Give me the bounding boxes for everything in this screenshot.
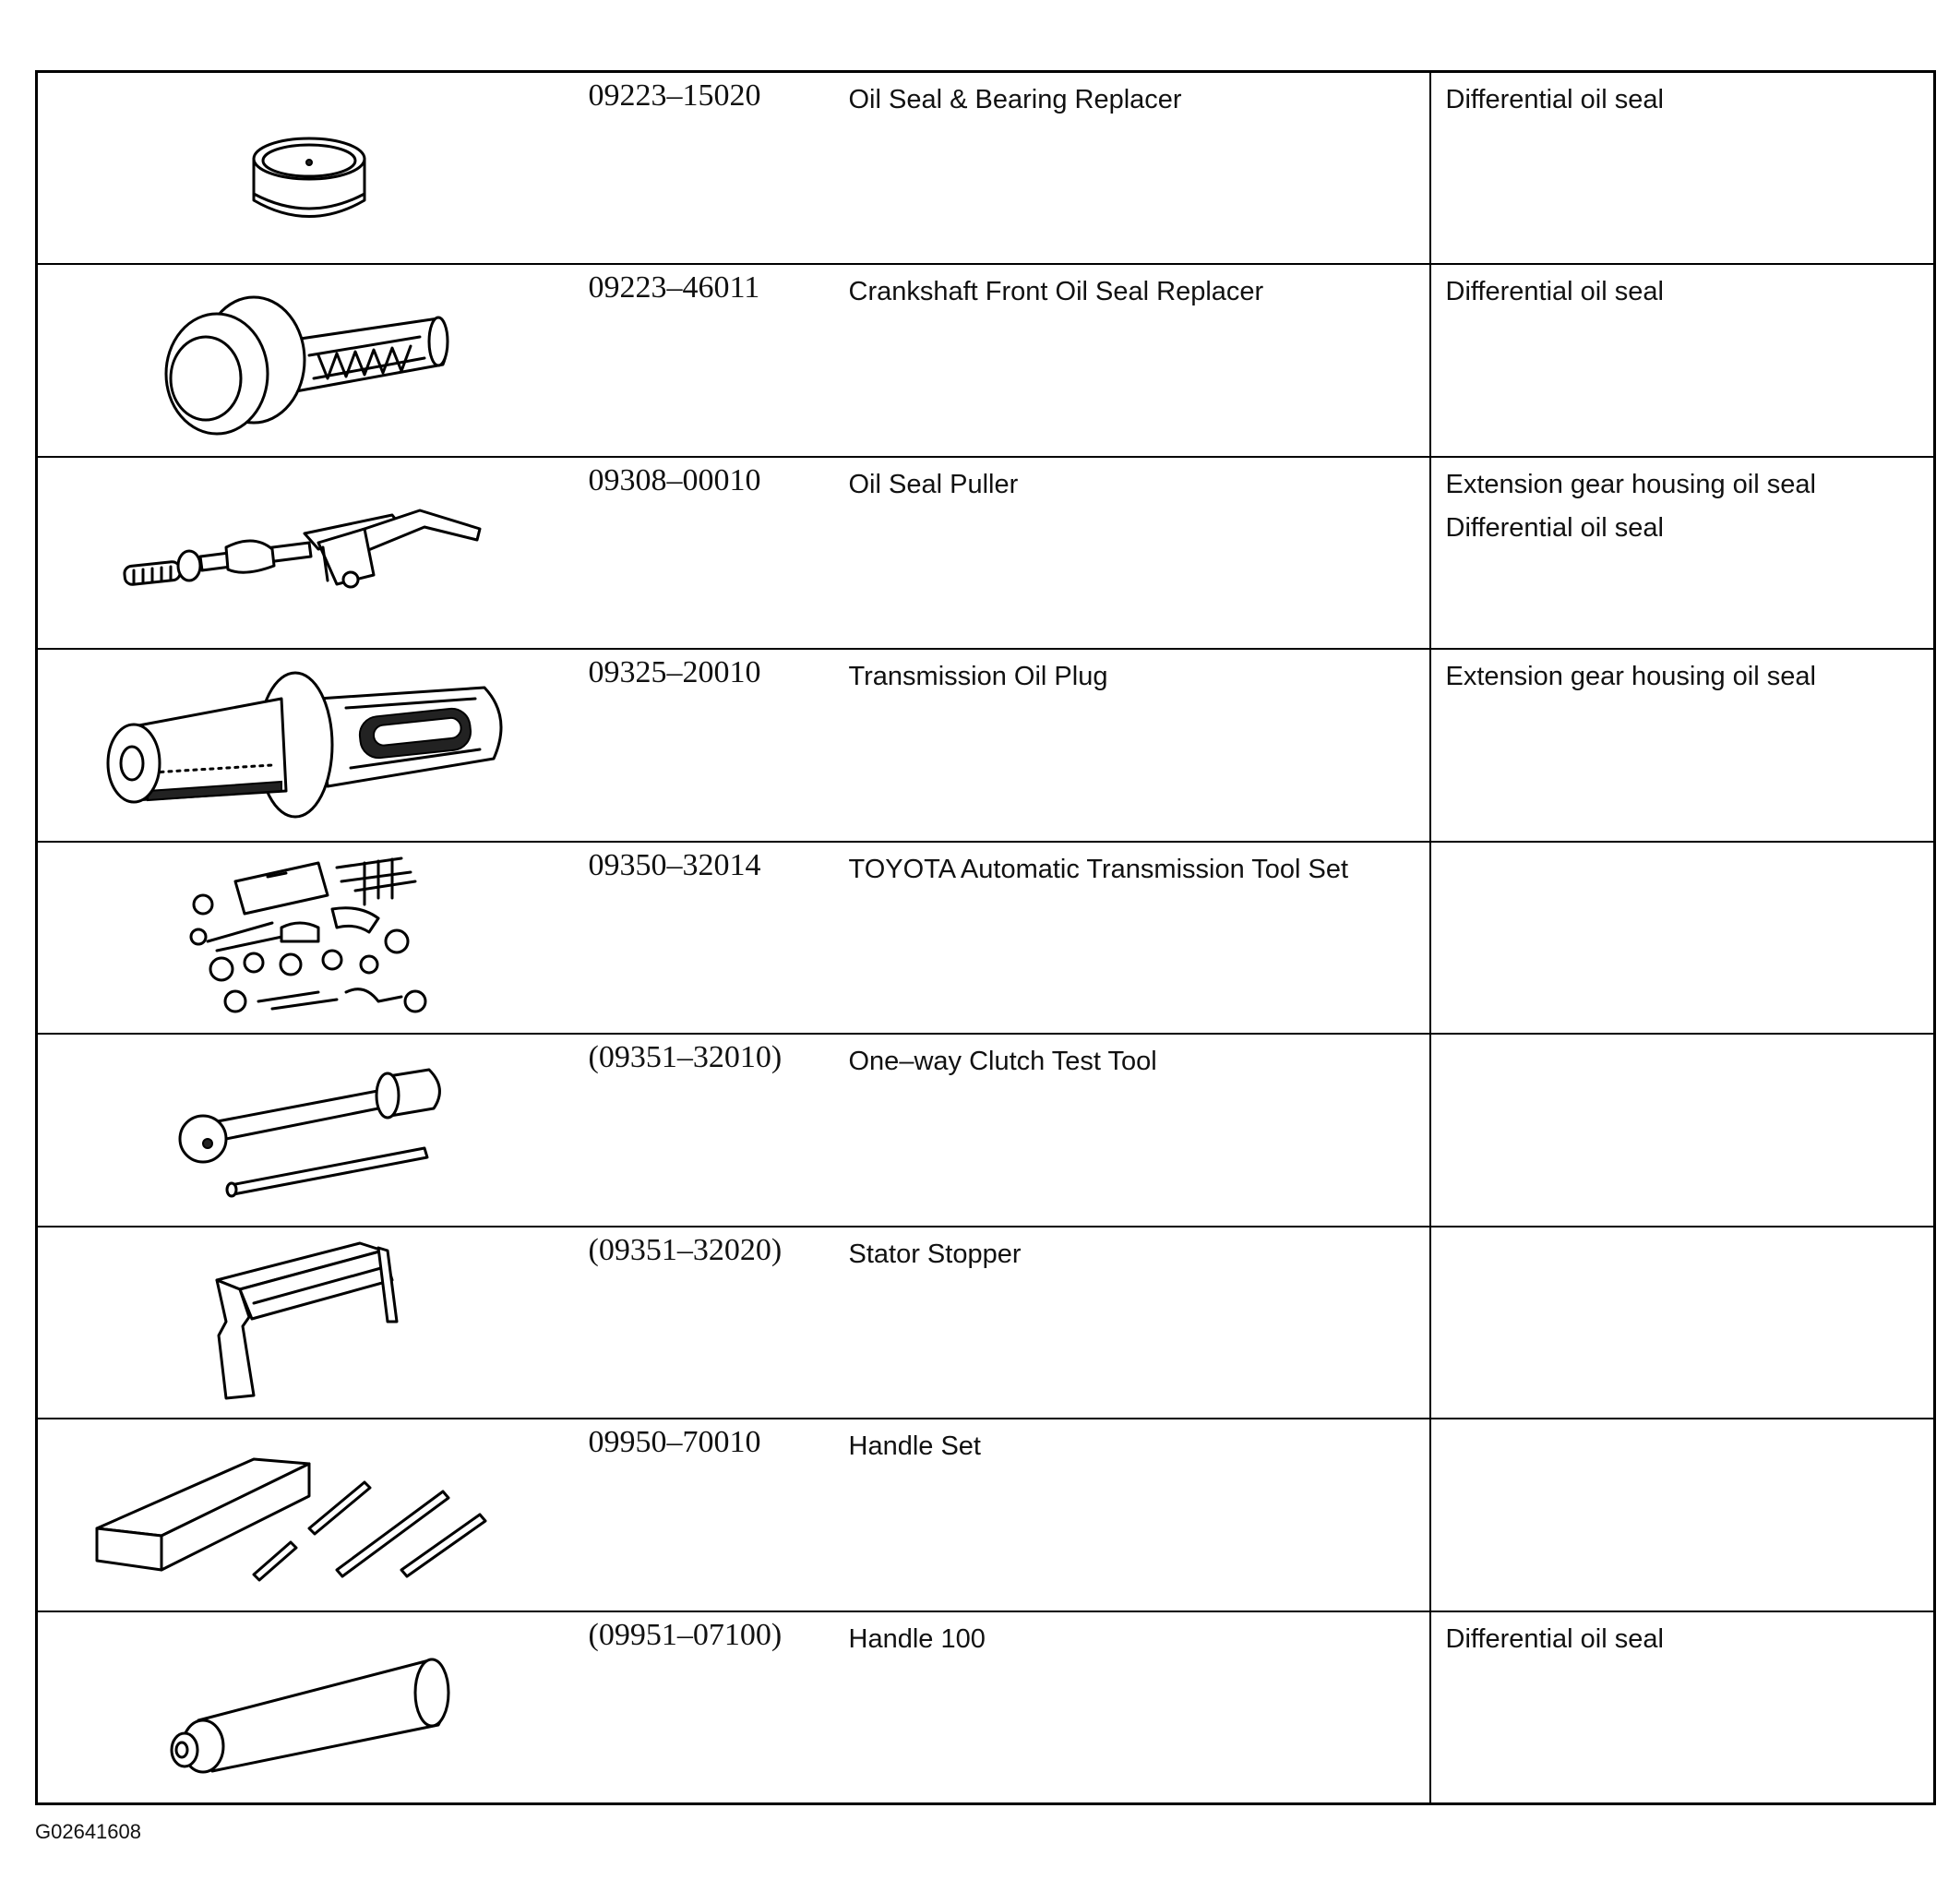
transmission-oil-plug-icon — [97, 662, 521, 828]
figure-code: G02641608 — [35, 1820, 141, 1843]
part-number: (09351–32020) — [588, 1232, 783, 1267]
tool-illustration-cell — [37, 649, 581, 841]
tool-illustration-cell — [37, 72, 581, 265]
tool-name: Handle 100 — [848, 1623, 986, 1654]
part-number: 09350–32014 — [588, 847, 761, 882]
part-number: 09223–46011 — [588, 270, 760, 305]
table-row — [37, 842, 1935, 1034]
tool-use: Extension gear housing oil seal — [1445, 662, 1816, 692]
tool-illustration-cell — [37, 457, 581, 649]
tool-name: Stator Stopper — [848, 1239, 1022, 1269]
automatic-transmission-tool-set-icon — [180, 854, 438, 1020]
tool-use: Differential oil seal — [1445, 85, 1664, 114]
table-row — [37, 1227, 1935, 1419]
part-number: (09351–32010) — [588, 1040, 783, 1075]
tool-use: Differential oil seal — [1445, 512, 1664, 543]
table-row — [37, 1034, 1935, 1226]
special-tools-table — [35, 70, 1936, 1805]
oil-seal-puller-icon — [115, 492, 503, 612]
part-number: 09308–00010 — [588, 462, 761, 497]
tool-name: Oil Seal & Bearing Replacer — [848, 85, 1182, 114]
part-number: 09325–20010 — [588, 655, 761, 690]
tool-name: One–way Clutch Test Tool — [848, 1047, 1157, 1077]
tool-use: Differential oil seal — [1445, 277, 1664, 307]
tool-illustration-cell — [37, 1034, 581, 1226]
stator-stopper-icon — [198, 1234, 420, 1409]
tool-use: Differential oil seal — [1445, 1623, 1664, 1654]
tool-name: Crankshaft Front Oil Seal Replacer — [848, 277, 1264, 307]
table-row — [37, 1419, 1935, 1611]
handle-100-icon — [143, 1628, 475, 1785]
one-way-clutch-test-tool-icon — [152, 1051, 466, 1208]
oil-seal-bearing-replacer-icon — [217, 94, 401, 242]
tool-name: Handle Set — [848, 1431, 981, 1462]
table-row — [37, 457, 1935, 649]
tool-illustration-cell — [37, 264, 581, 456]
table-row — [37, 649, 1935, 841]
tool-illustration-cell — [37, 1611, 581, 1804]
part-number: 09950–70010 — [588, 1425, 761, 1460]
table-row — [37, 1611, 1935, 1804]
tool-illustration-cell — [37, 842, 581, 1034]
tool-illustration-cell — [37, 1227, 581, 1419]
crankshaft-oil-seal-replacer-icon — [143, 277, 475, 443]
table-row — [37, 264, 1935, 456]
tool-name: Transmission Oil Plug — [848, 662, 1108, 692]
part-number: (09951–07100) — [588, 1617, 783, 1652]
part-number: 09223–15020 — [588, 78, 761, 113]
tool-name: TOYOTA Automatic Transmission Tool Set — [848, 854, 1349, 884]
table-row — [37, 72, 1935, 265]
tool-name: Oil Seal Puller — [848, 469, 1019, 499]
tool-use: Extension gear housing oil seal — [1445, 469, 1816, 499]
tool-illustration-cell — [37, 1419, 581, 1611]
handle-set-icon — [88, 1427, 531, 1602]
